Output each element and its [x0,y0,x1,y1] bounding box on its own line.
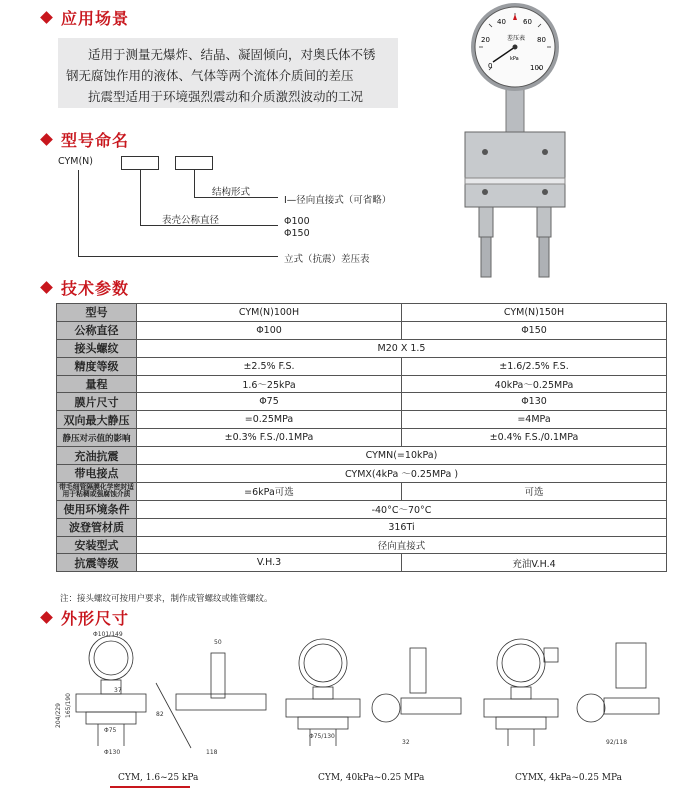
diamond-bullet-icon [40,11,53,24]
spec-row [57,465,667,483]
dim-label: 92/118 [606,739,628,746]
spec-value: CYMN(=10kPa) [137,447,667,465]
naming-diagram [58,150,418,268]
dim-label: 32 [402,739,410,746]
spec-value: =0.25MPa [137,411,402,429]
spec-row [57,375,667,393]
dim-label: 50 [214,639,222,646]
diamond-bullet-icon [40,281,53,294]
spec-value: ±0.4% F.S./0.1MPa [402,429,667,447]
model-prefix: CYM(N) [58,156,93,167]
dim-label: Φ101/149 [93,631,123,638]
spec-label: 波登管材质 [57,518,137,536]
drawing-caption: CYM, 1.6~25 kPa [118,773,199,783]
spec-label: 使用环境条件 [57,500,137,518]
spec-row [57,518,667,536]
spec-row [57,411,667,429]
table-note: 注：接头螺纹可按用户要求，制作成管螺纹或锥管螺纹。 [60,594,273,604]
drawing-caption: CYM, 40kPa~0.25 MPa [318,773,425,783]
spec-value: 径向直接式 [137,536,667,554]
spec-label: 充油抗震 [57,447,137,465]
structure-slot [175,156,213,170]
spec-row [57,536,667,554]
spec-label: 双向最大静压 [57,411,137,429]
spec-label: 型号 [57,304,137,322]
dim-label: 37 [114,687,122,694]
drawing-caption: CYMX, 4kPa~0.25 MPa [515,773,623,783]
gauge-mark: 40 [497,18,506,26]
spec-row [57,357,667,375]
spec-value: CYM(N)100H [137,304,402,322]
product-photo [455,2,575,282]
diameter-label: 表壳公称直径 [162,215,220,226]
dim-label: Φ75 [104,727,117,734]
dimension-drawings [56,628,676,768]
spec-label: 量程 [57,375,137,393]
spec-value: Φ130 [402,393,667,411]
spec-row [57,447,667,465]
structure-option: I—径向直接式（可省略） [284,195,392,206]
spec-value: Φ75 [137,393,402,411]
spec-row [57,482,667,500]
spec-value: M20 X 1.5 [137,339,667,357]
dim-label: Φ75/130 [309,733,335,740]
spec-label: 安装型式 [57,536,137,554]
section-title-tech: 技术参数 [42,276,129,299]
spec-value: =4MPa [402,411,667,429]
diamond-bullet-icon [40,611,53,624]
spec-value: V.H.3 [137,554,402,572]
spec-value: ±2.5% F.S. [137,357,402,375]
application-line: 适用于测量无爆炸、结晶、凝固倾向，对奥氏体不锈 [88,47,376,62]
spec-table [56,303,667,572]
spec-label: 静压对示值的影响 [57,429,137,447]
spec-row [57,393,667,411]
spec-value: -40°C～70°C [137,500,667,518]
spec-label: 公称直径 [57,321,137,339]
spec-row [57,500,667,518]
application-line: 抗震型适用于环境强烈震动和介质激烈波动的工况 [88,89,364,104]
diamond-bullet-icon [40,133,53,146]
spec-row [57,321,667,339]
spec-label: 接头螺纹 [57,339,137,357]
structure-label: 结构形式 [212,187,251,198]
spec-value: 316Ti [137,518,667,536]
caption-underline [110,786,190,788]
spec-value: 40kPa～0.25MPa [402,375,667,393]
spec-row [57,304,667,322]
dim-label: Φ130 [104,749,121,756]
spec-row [57,554,667,572]
dim-label: 82 [156,711,164,718]
spec-row [57,429,667,447]
gauge-mark: 80 [537,36,546,44]
dim-label: 204/229 [55,703,62,728]
spec-value: 可选 [402,482,667,500]
spec-value: CYM(N)150H [402,304,667,322]
diameter-option: Φ100 [284,216,310,227]
spec-value: Φ100 [137,321,402,339]
application-line: 钢无腐蚀作用的液体、气体等两个流体介质间的差压 [66,68,354,83]
spec-row [57,339,667,357]
gauge-mark: 20 [481,36,490,44]
spec-value: 1.6～25kPa [137,375,402,393]
gauge-unit: kPa [510,56,519,62]
application-box [58,38,398,108]
spec-value: ±0.3% F.S./0.1MPa [137,429,402,447]
diameter-slot [121,156,159,170]
dim-label: 118 [206,749,218,756]
section-title-naming: 型号命名 [42,128,129,151]
spec-label: 抗震等级 [57,554,137,572]
section-title-dimensions: 外形尺寸 [42,606,129,629]
gauge-mark: 100 [530,64,544,72]
spec-label: 精度等级 [57,357,137,375]
spec-value: CYMX(4kPa ～0.25MPa ) [137,465,667,483]
type-label: 立式（抗震）差压表 [284,254,370,265]
spec-value: Φ150 [402,321,667,339]
section-title-application: 应用场景 [42,6,129,29]
diameter-option: Φ150 [284,228,310,239]
gauge-mark: 60 [523,18,532,26]
gauge-name: 差压表 [507,35,526,42]
spec-value: 充油V.H.4 [402,554,667,572]
spec-label: 膜片尺寸 [57,393,137,411]
spec-value: ±1.6/2.5% F.S. [402,357,667,375]
spec-value: =6kPa可选 [137,482,402,500]
spec-label: 带电接点 [57,465,137,483]
spec-label: 带毛细管隔膜化学密封适用于粘稠或强腐蚀介质 [57,482,137,500]
dim-label: 165/190 [65,693,72,718]
gauge-mark: 0 [488,62,493,70]
